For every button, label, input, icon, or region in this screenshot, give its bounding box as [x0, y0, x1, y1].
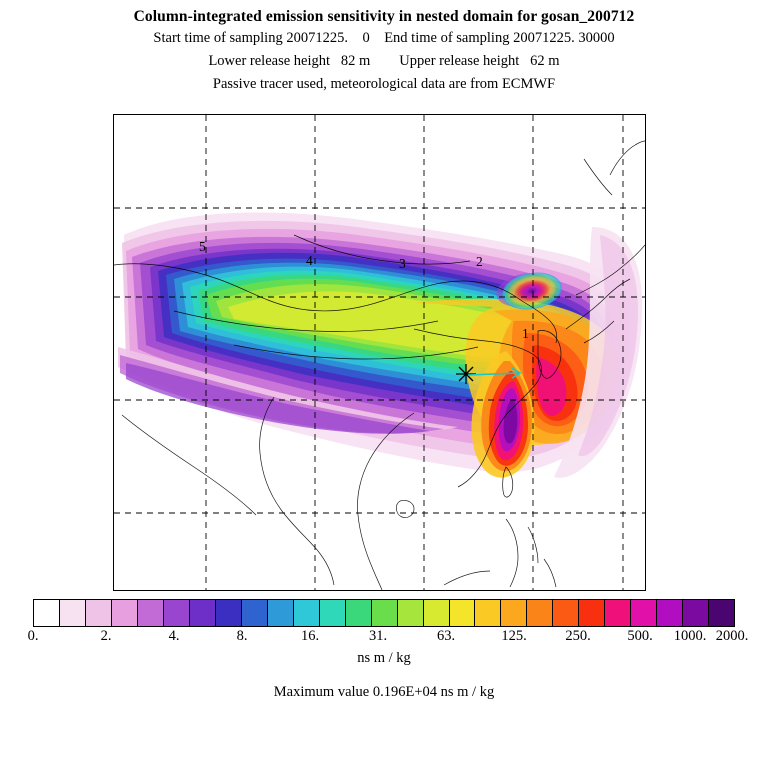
colorbar-cell-6	[190, 600, 216, 626]
colorbar-tick-7: 125.	[501, 628, 527, 644]
colorbar-cell-23	[631, 600, 657, 626]
release-site-marker	[456, 364, 476, 384]
colorbar-cell-14	[398, 600, 424, 626]
colorbar-tick-0: 0.	[27, 628, 39, 644]
day-label-4: 4	[306, 253, 313, 268]
release-heights-line: Lower release height 82 m Upper release height 62 m	[208, 53, 560, 69]
colorbar-cell-4	[138, 600, 164, 626]
colorbar-cell-8	[242, 600, 268, 626]
colorbar-tick-9: 500.	[627, 628, 653, 644]
page-title: Column-integrated emission sensitivity in nested domain for gosan_200712	[133, 8, 635, 25]
colorbar-tick-6: 63.	[436, 628, 456, 644]
colorbar-tick-10: 1000.	[673, 628, 707, 644]
colorbar-tick-4: 16.	[300, 628, 320, 644]
colorbar-cell-22	[605, 600, 631, 626]
colorbar-cell-15	[424, 600, 450, 626]
colorbar-cell-12	[346, 600, 372, 626]
colorbar-cell-24	[657, 600, 683, 626]
day-label-3: 3	[399, 256, 406, 271]
colorbar-cell-17	[475, 600, 501, 626]
colorbar-tick-5: 31.	[368, 628, 388, 644]
maximum-value-label: Maximum value 0.196E+04 ns m / kg	[273, 684, 495, 700]
colorbar-cell-21	[579, 600, 605, 626]
colorbar-cell-20	[553, 600, 579, 626]
colorbar-cell-18	[501, 600, 527, 626]
colorbar-cell-7	[216, 600, 242, 626]
colorbar-cell-9	[268, 600, 294, 626]
colorbar-cell-26	[709, 600, 734, 626]
day-label-2: 2	[476, 254, 483, 269]
colorbar-cell-11	[320, 600, 346, 626]
chart-header	[0, 0, 768, 96]
colorbar-cell-13	[372, 600, 398, 626]
colorbar-cell-19	[527, 600, 553, 626]
map-plot	[114, 115, 645, 590]
day-label-1: 1	[522, 326, 529, 341]
colorbar-tick-8: 250.	[565, 628, 591, 644]
tracer-met-line: Passive tracer used, meteorological data are from ECMWF	[212, 76, 556, 92]
colorbar-cell-25	[683, 600, 709, 626]
sampling-times-line: Start time of sampling 20071225. 0 End time of sampling 20071225. 30000	[153, 30, 615, 46]
colorbar-unit-label: ns m / kg	[357, 650, 411, 666]
colorbar-cell-5	[164, 600, 190, 626]
colorbar-cell-1	[60, 600, 86, 626]
colorbar-cell-3	[112, 600, 138, 626]
colorbar-cell-2	[86, 600, 112, 626]
map-panel[interactable]	[113, 114, 646, 591]
colorbar-cell-16	[450, 600, 476, 626]
colorbar-tick-11: 2000.	[715, 628, 749, 644]
colorbar-tick-1: 2.	[100, 628, 112, 644]
colorbar-cell-0	[34, 600, 60, 626]
colorbar-tick-3: 8.	[236, 628, 248, 644]
colorbar-tick-2: 4.	[168, 628, 180, 644]
day-label-5: 5	[199, 239, 206, 254]
colorbar-ticks	[0, 628, 768, 646]
colorbar-cell-10	[294, 600, 320, 626]
colorbar	[33, 599, 735, 627]
